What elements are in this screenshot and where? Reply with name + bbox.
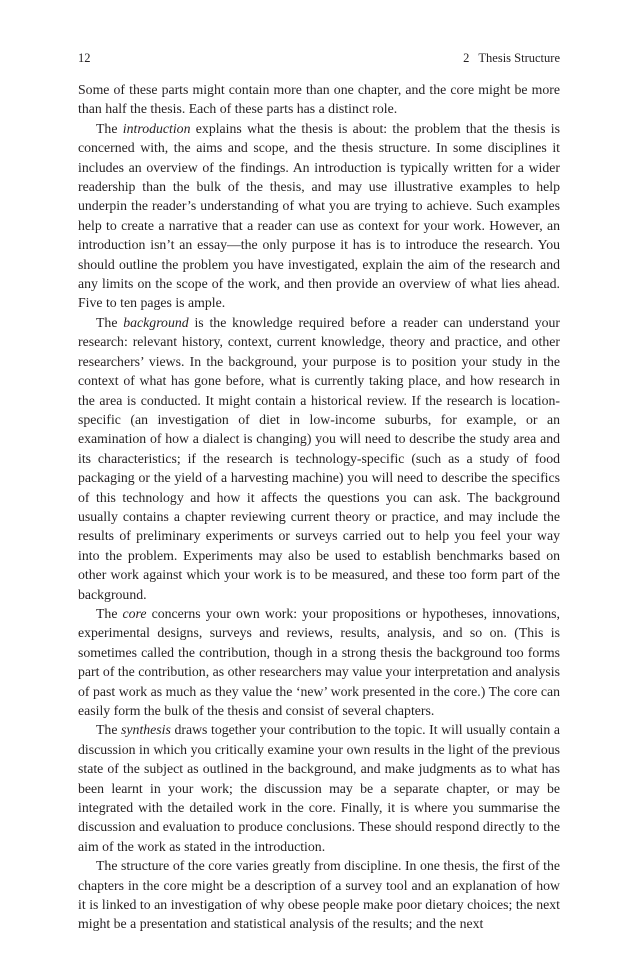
- paragraph-text: draws together your contribution to the topic. It will usually contain a discussion in which you critically examine your own results in the light of the previous state of the subject as outlined in the background, and make judgments as to what has been learnt in your work; the discussion may be a separate chapter, or may be integrated with the detailed work in the core. Finally, it is where you summarise the discussion and evaluation to produce conclusions. These should respond directly to the aim of the work as stated in the introduction.: [78, 722, 560, 854]
- term-synthesis: synthesis: [121, 722, 171, 738]
- running-head: [78, 51, 560, 67]
- paragraph-text-lead: The: [96, 605, 123, 621]
- chapter-heading: [463, 51, 560, 66]
- chapter-number: 2: [463, 51, 470, 65]
- paragraph-text-lead: The: [96, 314, 124, 330]
- term-background: background: [123, 314, 189, 330]
- paragraph-core: [78, 604, 560, 720]
- page-number: 12: [78, 51, 91, 65]
- paragraph-text: Some of these parts might contain more than one chapter, and the core might be more than half the thesis. Each of these parts has a distinct role.: [78, 82, 560, 117]
- paragraph-text-lead: The: [96, 722, 122, 738]
- paragraph-intro-continuation: [78, 80, 560, 119]
- body-text: [78, 80, 560, 934]
- paragraph-text: The structure of the core varies greatly from discipline. In one thesis, the first of the chapters in the core might be a description of a survey tool and an explanation of how it is linked to an investigation of why obese people make poor dietary choices; the next might be a presentation and statistical analysis of the results; and the next: [78, 858, 560, 932]
- paragraph-text-lead: The: [96, 120, 123, 136]
- paragraph-text: is the knowledge required before a reader can understand your research: relevant history, context, current knowledge, theory and practice, and other researchers’ views. In the background, your purpose is to position your study in the context of what has gone before, what is currently taking place, and how research in the area is conducted. It might contain a historical review. If the research is location-specific (an investigation of diet in low-income suburbs, for example, or an examination of how a dialect is changing) you will need to describe the study area and its characteristics; if the research is technology-specific (such as a study of food packaging or the yield of a harvesting machine) you will need to describe the specifics of this technology and how it affects the questions you can ask. The background usually contains a chapter reviewing current theory or practice, and may include the results of preliminary experiments or surveys carried out to help you feel your way into the problem. Experiments may also be used to establish benchmarks based on other work against which your work is to be measured, and these too form part of the background.: [78, 314, 560, 602]
- paragraph-background: [78, 313, 560, 604]
- paragraph-text: concerns your own work: your propositions or hypotheses, innovations, experimental designs, surveys and reviews, results, analysis, and so on. (This is sometimes called the contribution, though in a strong thesis the background too forms part of the contribution, as other researchers may value your interpretation and analysis of past work as much as they value the ‘new’ work presented in the core.) The core can easily form the bulk of the thesis and consist of several chapters.: [78, 605, 560, 718]
- paragraph-synthesis: [78, 720, 560, 856]
- paragraph-text: explains what the thesis is about: the problem that the thesis is concerned with, the aims and scope, and the thesis structure. In some disciplines it includes an overview of the findings. An introduction is typically written for a wider readership than the bulk of the thesis, and may use illustrative examples to help underpin the reader’s understanding of what you are trying to achieve. Such examples help to create a narrative that a reader can use as context for your work. However, an introduction isn’t an essay—the only purpose it has is to introduce the research. You should outline the problem you have investigated, explain the aim of the research and any limits on the scope of the work, and then provide an overview of what lies ahead. Five to ten pages is ample.: [78, 120, 560, 311]
- paragraph-core-structure: [78, 856, 560, 934]
- term-introduction: introduction: [122, 120, 191, 136]
- chapter-title: Thesis Structure: [478, 51, 560, 65]
- term-core: core: [122, 605, 147, 621]
- paragraph-introduction: [78, 119, 560, 313]
